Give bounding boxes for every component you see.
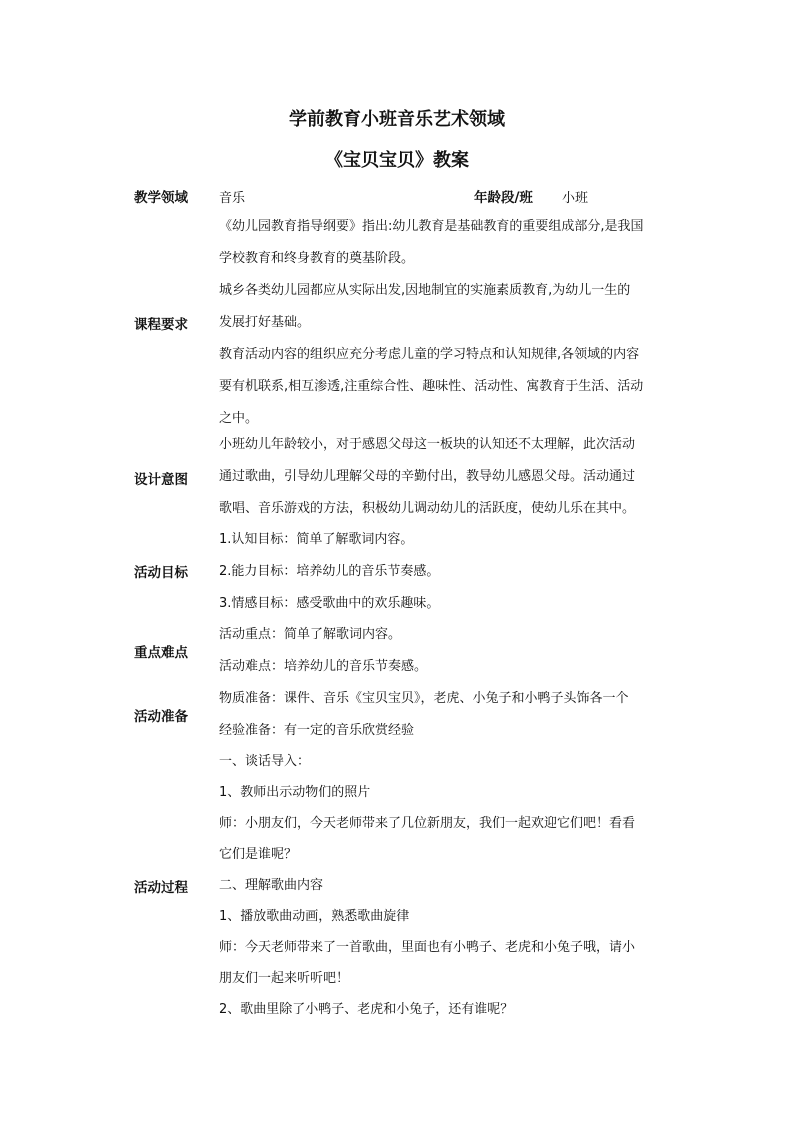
text-line: 歌唱、音乐游戏的方法，积极幼儿调动幼儿的活跃度，使幼儿乐在其中。 bbox=[219, 501, 636, 516]
text-line: 活动难点：培养幼儿的音乐节奏感。 bbox=[219, 659, 428, 674]
text-line: 1.认知目标：简单了解歌词内容。 bbox=[219, 532, 414, 547]
text-line: 学校教育和终身教育的奠基阶段。 bbox=[219, 251, 415, 266]
text-line: 《幼儿园教育指导纲要》指出:幼儿教育是基础教育的重要组成部分,是我国 bbox=[219, 219, 644, 234]
text-line: 2.能力目标：培养幼儿的音乐节奏感。 bbox=[219, 564, 440, 579]
section-label-key-points: 重点难点 bbox=[134, 645, 188, 661]
section-body-activity-goals bbox=[219, 530, 679, 626]
teaching-domain-value: 音乐 bbox=[219, 191, 246, 206]
section-label-activity-goals: 活动目标 bbox=[134, 565, 188, 581]
text-line: 二、理解歌曲内容 bbox=[219, 878, 324, 893]
text-line: 城乡各类幼儿园都应从实际出发,因地制宜的实施素质教育,为幼儿一生的 bbox=[219, 283, 631, 298]
text-line: 师：小朋友们，今天老师带来了几位新朋友，我们一起欢迎它们吧！看看 bbox=[219, 816, 636, 831]
document-subtitle: 《宝贝宝贝》教案 bbox=[325, 150, 469, 171]
text-line: 教育活动内容的组织应充分考虑儿童的学习特点和认知规律,各领域的内容 bbox=[219, 347, 640, 362]
text-line: 朋友们一起来听听吧！ bbox=[219, 971, 350, 986]
section-body-key-points bbox=[219, 625, 679, 689]
text-line: 发展打好基础。 bbox=[219, 315, 311, 330]
text-line: 师：今天老师带来了一首歌曲，里面也有小鸭子、老虎和小兔子哦，请小 bbox=[219, 940, 636, 955]
teaching-domain-label: 教学领域 bbox=[134, 190, 188, 206]
section-label-activity-process: 活动过程 bbox=[134, 880, 188, 896]
text-line: 一、谈话导入： bbox=[219, 754, 311, 769]
section-body-course-requirements bbox=[219, 217, 679, 441]
text-line: 1、教师出示动物们的照片 bbox=[219, 785, 371, 800]
text-line: 经验准备：有一定的音乐欣赏经验 bbox=[219, 723, 415, 738]
text-line: 物质准备：课件、音乐《宝贝宝贝》，老虎、小兔子和小鸭子头饰各一个 bbox=[219, 691, 629, 706]
text-line: 1、播放歌曲动画，熟悉歌曲旋律 bbox=[219, 909, 410, 924]
text-line: 要有机联系,相互渗透,注重综合性、趣味性、活动性、寓教育于生活、活动 bbox=[219, 379, 644, 394]
section-body-design-intent bbox=[219, 435, 679, 531]
text-line: 之中。 bbox=[219, 411, 259, 426]
text-line: 3.情感目标：感受歌曲中的欢乐趣味。 bbox=[219, 596, 440, 611]
section-body-activity-process bbox=[219, 752, 679, 1031]
section-label-activity-preparation: 活动准备 bbox=[134, 709, 188, 725]
text-line: 它们是谁呢？ bbox=[219, 847, 298, 862]
section-body-activity-preparation bbox=[219, 689, 679, 753]
text-line: 通过歌曲，引导幼儿理解父母的辛勤付出，教导幼儿感恩父母。活动通过 bbox=[219, 469, 636, 484]
text-line: 2、歌曲里除了小鸭子、老虎和小兔子，还有谁呢？ bbox=[219, 1002, 514, 1017]
text-line: 小班幼儿年龄较小，对于感恩父母这一板块的认知还不太理解，此次活动 bbox=[219, 437, 636, 452]
text-line: 活动重点：简单了解歌词内容。 bbox=[219, 627, 402, 642]
section-label-design-intent: 设计意图 bbox=[134, 472, 188, 488]
age-group-label: 年龄段/班 bbox=[474, 190, 533, 206]
section-label-course-requirements: 课程要求 bbox=[134, 317, 188, 333]
document-title: 学前教育小班音乐艺术领域 bbox=[289, 109, 505, 130]
age-group-value: 小班 bbox=[562, 191, 589, 206]
